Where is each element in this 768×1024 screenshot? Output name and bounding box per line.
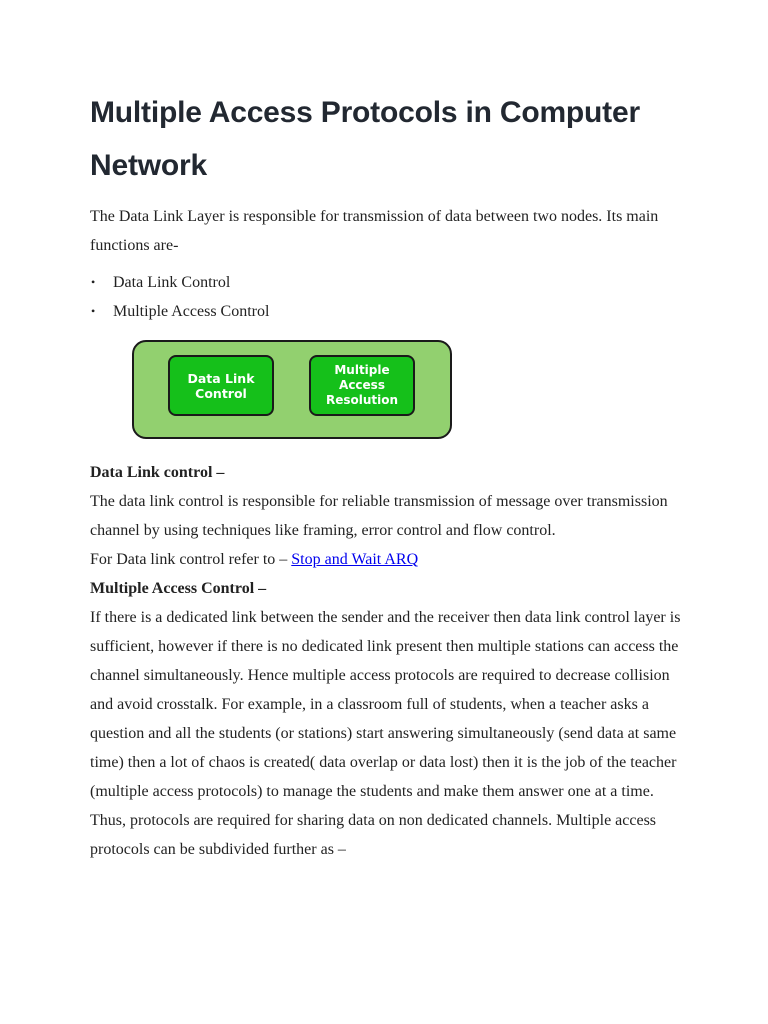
list-item (90, 297, 690, 326)
mac-section (90, 574, 690, 864)
dlc-heading: Data Link control – (90, 464, 225, 481)
list-item-label: Multiple Access Control (113, 303, 270, 320)
mac-heading: Multiple Access Control – (90, 580, 267, 597)
bullet-icon: • (91, 304, 96, 318)
mac-body: If there is a dedicated link between the sender and the receiver then data link control layer is sufficient, however if there is no dedicated link present then multiple stations can access the channel simultaneously. Hence multiple access protocols are required to decrease collision and avoid crosstalk. For example, in a classroom full of students, when a teacher asks a question and all the students (or stations) start answering simultaneously (send data at same time) then a lot of chaos is created( data overlap or data lost) then it is the job of the teacher (multiple access protocols) to manage the students and make them answer one at a time. (90, 609, 681, 800)
data-link-layer-diagram (128, 334, 468, 438)
functions-list (90, 268, 690, 326)
diagram-box-label: Multiple Access Resolution (325, 363, 399, 407)
page-title: Multiple Access Protocols in Computer Network (90, 96, 640, 182)
diagram-box-label: Data Link Control (187, 370, 255, 401)
stop-and-wait-arq-link[interactable]: Stop and Wait ARQ (291, 551, 419, 568)
article (90, 86, 690, 864)
list-item-label: Data Link Control (113, 274, 231, 291)
dlc-section (90, 458, 690, 574)
intro-paragraph: The Data Link Layer is responsible for transmission of data between two nodes. Its main functions are- (90, 208, 659, 254)
list-item (90, 268, 690, 297)
dlc-body: The data link control is responsible for reliable transmission of message over transmission channel by using techniques like framing, error control and flow control. (90, 493, 668, 539)
diagram-box-multiple-access-resolution (309, 355, 415, 416)
bullet-icon: • (91, 275, 96, 289)
diagram-box-data-link-control (168, 355, 274, 416)
dlc-reference (90, 545, 690, 574)
mac-conclusion: Thus, protocols are required for sharing data on non dedicated channels. Multiple access protocols can be subdivided further as – (90, 812, 657, 858)
dlc-reference-prefix: For Data link control refer to – (90, 551, 292, 568)
